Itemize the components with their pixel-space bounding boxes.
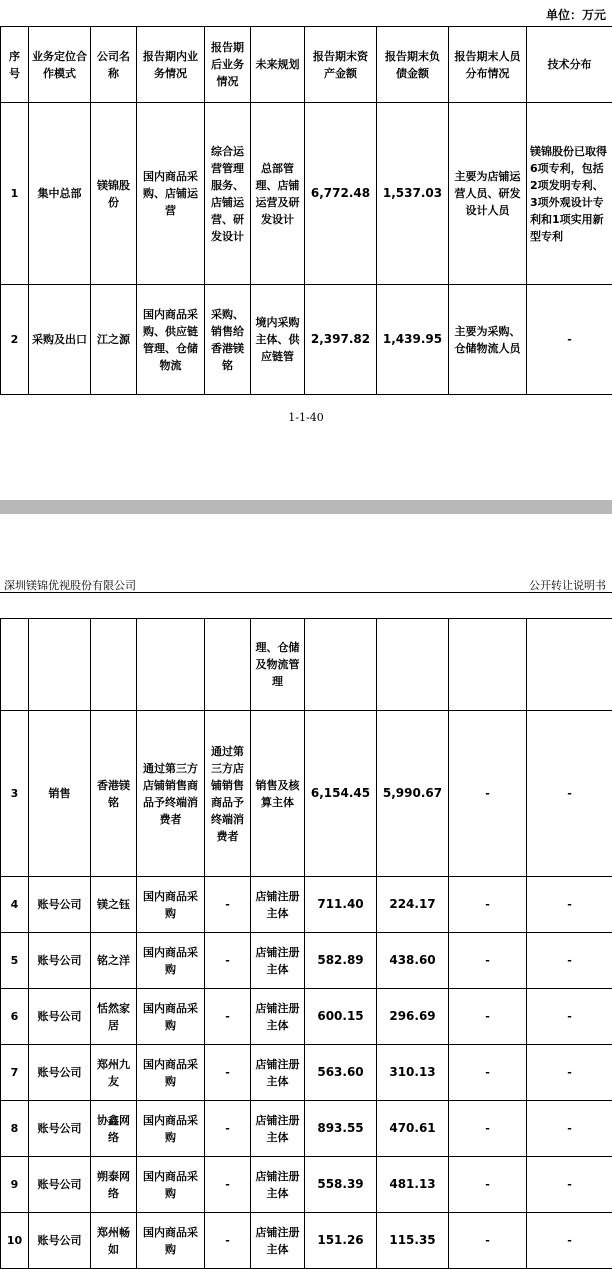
- cell-staff: -: [449, 1045, 527, 1101]
- cell-staff: -: [449, 711, 527, 877]
- cell-liabilities: 310.13: [377, 1045, 449, 1101]
- cell-tech: -: [527, 1045, 612, 1101]
- cell-mode: 账号公司: [29, 1157, 91, 1213]
- cell-index: 3: [1, 711, 29, 877]
- cell-assets: 563.60: [305, 1045, 377, 1101]
- cell-mode: 账号公司: [29, 877, 91, 933]
- table-row: [1, 877, 612, 933]
- cell-plan: 店铺注册主体: [251, 1157, 305, 1213]
- cell-after: 通过第三方店铺销售商品予终端消费者: [205, 711, 251, 877]
- cell-mode: 账号公司: [29, 1213, 91, 1269]
- cell-mode: 账号公司: [29, 933, 91, 989]
- cell-index: 8: [1, 1101, 29, 1157]
- cell-staff: -: [449, 989, 527, 1045]
- table-row: [1, 1157, 612, 1213]
- table-row: [1, 711, 612, 877]
- cell-staff: -: [449, 877, 527, 933]
- cell-index: 5: [1, 933, 29, 989]
- cell-mode: 账号公司: [29, 1045, 91, 1101]
- cell-assets: 6,772.48: [305, 103, 377, 285]
- cell-assets: 711.40: [305, 877, 377, 933]
- cell-plan: 销售及核算主体: [251, 711, 305, 877]
- cell-index: 7: [1, 1045, 29, 1101]
- cell-after: -: [205, 1045, 251, 1101]
- page-1: [0, 0, 612, 500]
- cell-tech: -: [527, 285, 612, 395]
- cell-liabilities: 470.61: [377, 1101, 449, 1157]
- cell-index: 4: [1, 877, 29, 933]
- cell-liabilities: 5,990.67: [377, 711, 449, 877]
- table-row: [1, 933, 612, 989]
- col-header: 公司名称: [91, 27, 137, 103]
- col-header: 报告期内业务情况: [137, 27, 205, 103]
- cell-after: -: [205, 877, 251, 933]
- cell-assets: 2,397.82: [305, 285, 377, 395]
- cell-tech: 镁锦股份已取得6项专利，包括2项发明专利、3项外观设计专利和1项实用新型专利: [527, 103, 612, 285]
- cell-business: 国内商品采购: [137, 933, 205, 989]
- business-table-part2: [0, 618, 612, 1269]
- cell-company: 铭之洋: [91, 933, 137, 989]
- col-header: 序号: [1, 27, 29, 103]
- cell-plan: 总部管理、店铺运营及研发设计: [251, 103, 305, 285]
- table-row: [1, 1213, 612, 1269]
- cell-assets: 582.89: [305, 933, 377, 989]
- cell-company: 镁之钰: [91, 877, 137, 933]
- col-header: 业务定位合作模式: [29, 27, 91, 103]
- cell-staff: -: [449, 1101, 527, 1157]
- cell-index: 9: [1, 1157, 29, 1213]
- cell-tech: -: [527, 933, 612, 989]
- table-row-continued: [1, 619, 612, 711]
- cell-staff: -: [449, 1213, 527, 1269]
- cell-mode: 销售: [29, 711, 91, 877]
- page-2: [0, 514, 612, 1268]
- cell-tech: -: [527, 1101, 612, 1157]
- cell-assets: 893.55: [305, 1101, 377, 1157]
- cell-staff: -: [449, 1157, 527, 1213]
- cell-index: 2: [1, 285, 29, 395]
- cell-plan: 店铺注册主体: [251, 989, 305, 1045]
- table-row: [1, 1045, 612, 1101]
- cell-staff: 主要为采购、仓储物流人员: [449, 285, 527, 395]
- cell-staff: 主要为店铺运营人员、研发设计人员: [449, 103, 527, 285]
- cell-business: 国内商品采购、供应链管理、仓储物流: [137, 285, 205, 395]
- cell-business: 国内商品采购: [137, 877, 205, 933]
- header-row: [1, 27, 612, 103]
- cell-mode: 采购及出口: [29, 285, 91, 395]
- cell-business: 国内商品采购: [137, 1045, 205, 1101]
- cell-business: 国内商品采购: [137, 989, 205, 1045]
- page-number: 1-1-40: [0, 411, 612, 424]
- cell-company: 协鑫网络: [91, 1101, 137, 1157]
- cell-assets: 600.15: [305, 989, 377, 1045]
- cell-index: 6: [1, 989, 29, 1045]
- cell-plan: 境内采购主体、供应链管: [251, 285, 305, 395]
- col-header: 报告期后业务情况: [205, 27, 251, 103]
- document-type-header: 公开转让说明书: [529, 577, 606, 593]
- cell-assets: 6,154.45: [305, 711, 377, 877]
- cell-company: 镁锦股份: [91, 103, 137, 285]
- cell-tech: -: [527, 1157, 612, 1213]
- cell-company: 香港镁铭: [91, 711, 137, 877]
- cell-after: 综合运营管理服务、店铺运营、研发设计: [205, 103, 251, 285]
- col-header: 报告期末负债金额: [377, 27, 449, 103]
- cell-assets: 151.26: [305, 1213, 377, 1269]
- company-header: 深圳镁锦优视股份有限公司: [4, 577, 136, 593]
- col-header: 报告期末资产金额: [305, 27, 377, 103]
- col-header: 未来规划: [251, 27, 305, 103]
- cell-after: -: [205, 933, 251, 989]
- cell-business: 国内商品采购: [137, 1213, 205, 1269]
- cell-liabilities: 1,439.95: [377, 285, 449, 395]
- cell-business: 国内商品采购: [137, 1157, 205, 1213]
- cell-tech: -: [527, 877, 612, 933]
- cell-plan: 店铺注册主体: [251, 1045, 305, 1101]
- cell-tech: -: [527, 711, 612, 877]
- cell-plan: 店铺注册主体: [251, 1213, 305, 1269]
- cell-index: 10: [1, 1213, 29, 1269]
- cell-business: 通过第三方店铺销售商品予终端消费者: [137, 711, 205, 877]
- col-header: 技术分布: [527, 27, 612, 103]
- cell-after: -: [205, 1101, 251, 1157]
- cell-liabilities: 296.69: [377, 989, 449, 1045]
- header-divider: [0, 592, 612, 593]
- cell-plan: 店铺注册主体: [251, 933, 305, 989]
- cell-company: 朔泰网络: [91, 1157, 137, 1213]
- cell-tech: -: [527, 989, 612, 1045]
- cell-mode: 账号公司: [29, 989, 91, 1045]
- table-row: [1, 285, 612, 395]
- cell-liabilities: 438.60: [377, 933, 449, 989]
- cell-plan: 店铺注册主体: [251, 877, 305, 933]
- cell-staff: -: [449, 933, 527, 989]
- table-row: [1, 1101, 612, 1157]
- cell-liabilities: 224.17: [377, 877, 449, 933]
- table-row: [1, 103, 612, 285]
- cell-index: 1: [1, 103, 29, 285]
- cell-liabilities: 115.35: [377, 1213, 449, 1269]
- cell-liabilities: 1,537.03: [377, 103, 449, 285]
- cell-plan: 理、仓储及物流管理: [251, 619, 305, 711]
- cell-assets: 558.39: [305, 1157, 377, 1213]
- cell-mode: 集中总部: [29, 103, 91, 285]
- business-table-part1: [0, 26, 612, 395]
- cell-company: 恬然家居: [91, 989, 137, 1045]
- cell-after: -: [205, 1157, 251, 1213]
- unit-label: 单位：万元: [546, 6, 606, 23]
- cell-mode: 账号公司: [29, 1101, 91, 1157]
- cell-company: 郑州畅如: [91, 1213, 137, 1269]
- cell-business: 国内商品采购: [137, 1101, 205, 1157]
- col-header: 报告期末人员分布情况: [449, 27, 527, 103]
- cell-after: -: [205, 989, 251, 1045]
- cell-after: -: [205, 1213, 251, 1269]
- cell-tech: -: [527, 1213, 612, 1269]
- page-gap: [0, 500, 612, 514]
- cell-liabilities: 481.13: [377, 1157, 449, 1213]
- table-row: [1, 989, 612, 1045]
- cell-company: 江之源: [91, 285, 137, 395]
- cell-business: 国内商品采购、店铺运营: [137, 103, 205, 285]
- cell-after: 采购、销售给香港镁铭: [205, 285, 251, 395]
- cell-plan: 店铺注册主体: [251, 1101, 305, 1157]
- cell-company: 郑州九友: [91, 1045, 137, 1101]
